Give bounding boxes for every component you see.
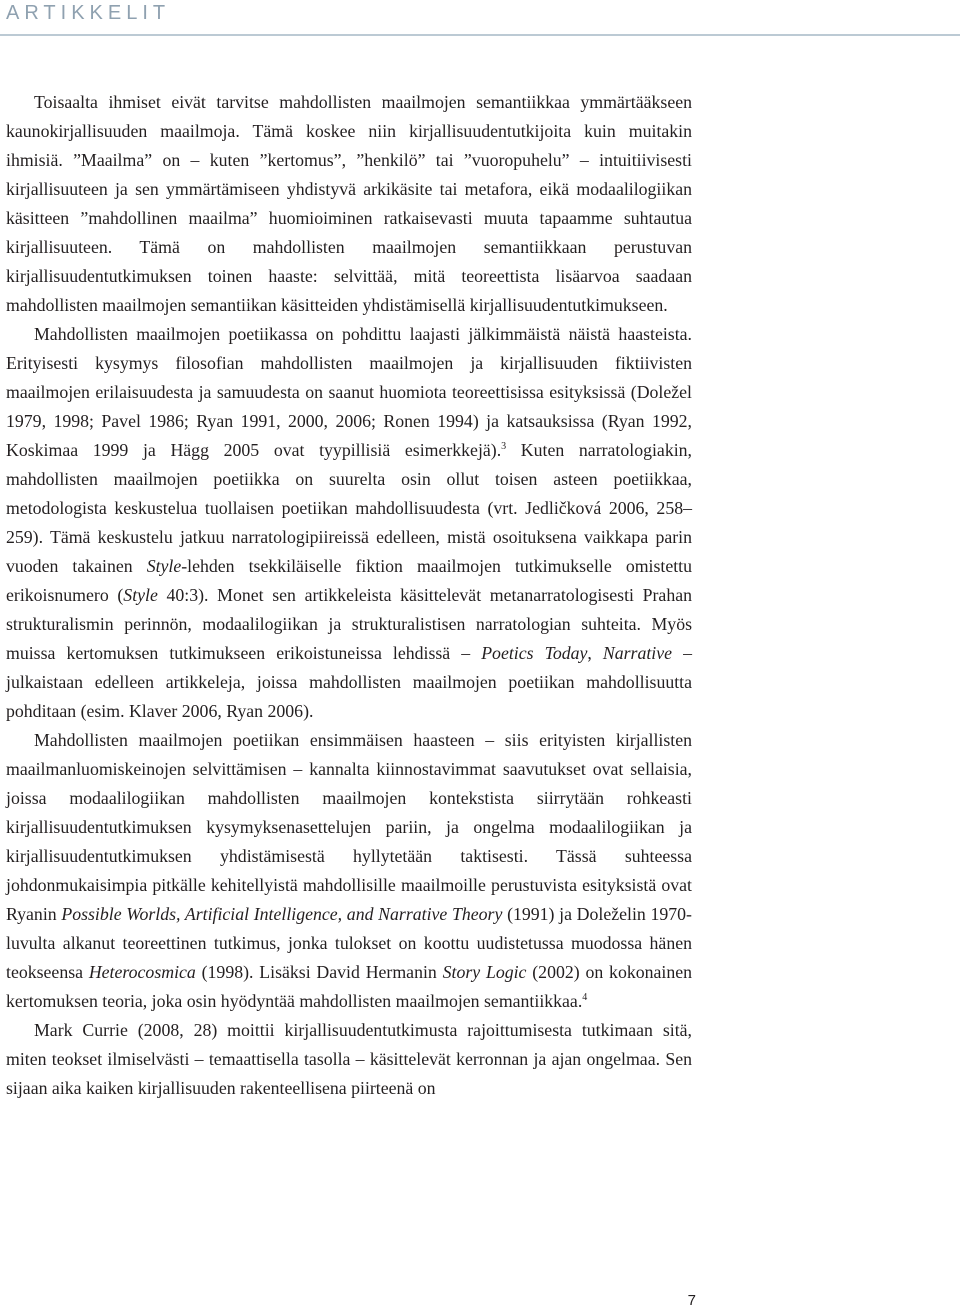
italic-title: Narrative xyxy=(602,643,673,663)
italic-title: Style xyxy=(123,585,158,605)
italic-title: Possible Worlds, Artificial Intelligence, and Narrative Theory xyxy=(61,904,503,924)
text-run: (2002) on kokonainen kertomuksen teoria, joka osin hyödyntää mahdollisten maailmojen semantiikkaa. xyxy=(6,962,693,1011)
paragraph-2 xyxy=(6,320,692,726)
italic-title: Heterocosmica xyxy=(88,962,196,982)
section-label: ARTIKKELIT xyxy=(6,2,171,24)
text-run: Toisaalta ihmiset eivät tarvitse mahdollisten maailmojen semantiikkaa ymmärtääkseen kaunokirjallisuuden maailmoja. Tämä koskee niin kirjallisuudentutkijoita kuin muitakin ihmisiä. ”Maailma” on – kuten ”kertomus”, ”henkilö” tai ”vuoropuhelu” – intuitiivisesti kirjallisuuteen ja sen ymmärtämiseen yhdistyvä arkikäsite tai metafora, eikä modaalilogiikan käsitteen ”mahdollinen maailma” huomioiminen ratkaisevasti muuta tapaamme suhtautua kirjallisuuteen. Tämä on mahdollisten maailmojen semantiikkaan perustuvan kirjallisuudentutkimuksen toinen haaste: selvittää, mitä teoreettista lisäarvoa saadaan mahdollisten maailmojen semantiikan käsitteiden yhdistämisellä kirjallisuudentutkimukseen. xyxy=(6,92,692,315)
text-run: Mahdollisten maailmojen poetiikan ensimmäisen haasteen – siis erityisten kirjallisten maailmanluomiskeinojen selvittämisen – kannalta kiinnostavimmat saavutukset ovat sellaisia, joissa modaalilogiikan mahdollisten maailmojen kontekstista siirrytään rohkeasti kirjallisuudentutkimuksen kysymyksenasettelujen pariin, ja ongelma modaalilogiikan ja kirjallisuudentutkimuksen yhdistämisestä hyllytetään taktisesti. Tässä suhteessa johdonmukaisimpia pitkälle kehitellyistä mahdollisille maailmoille perustuvista esityksistä ovat Ryanin xyxy=(6,730,692,924)
page-number: 7 xyxy=(687,1292,696,1309)
footnote-ref: 4 xyxy=(582,992,588,1003)
text-run: (1991) ja Doleželin 1970-luvulta alkanut teoreettinen tutkimus, jonka tulokset on koottu uudistetussa muodossa hänen teokseensa xyxy=(6,904,692,982)
text-run: (1998). Lisäksi David Hermanin xyxy=(195,962,443,982)
italic-title: Poetics Today xyxy=(481,643,588,663)
text-run: Mark Currie (2008, 28) moittii kirjallisuudentutkimusta rajoittumisesta tutkimaan sitä, miten teokset ilmiselvästi – temaattisella tasolla – käsittelevät kerronnan ja ajan ongelmaa. Sen sijaan aika kaiken kirjallisuuden rakenteellisena piirteenä on xyxy=(6,1020,692,1098)
header-rule xyxy=(0,34,960,36)
text-run: – julkaistaan edelleen artikkeleja, joissa mahdollisten maailmojen poetiikan mahdollisuutta pohditaan (esim. Klaver 2006, Ryan 2006). xyxy=(6,643,692,721)
paragraph-1 xyxy=(6,88,692,320)
footnote-ref: 3 xyxy=(501,441,507,452)
paragraph-4 xyxy=(6,1016,692,1103)
text-run: Mahdollisten maailmojen poetiikassa on pohdittu laajasti jälkimmäistä näistä haasteista. Erityisesti kysymys filosofian mahdollisten maailmojen ja kirjallisuuden fiktiivisten maailmojen erilaisuudesta ja samuudesta on saanut huomiota teoreettisissa esityksissä (Doležel 1979, 1998; Pavel 1986; Ryan 1991, 2000, 2006; Ronen 1994) ja katsauksissa (Ryan 1992, Koskimaa 1999 ja Hägg 2005 ovat tyypillisiä esimerkkejä). xyxy=(6,324,692,460)
italic-title: Story Logic xyxy=(442,962,527,982)
text-run: Kuten narratologiakin, mahdollisten maailmojen poetiikka on suurelta osin ollut toisen asteen poetiikkaa, metodologista keskustelua tuollaisen poetiikan mahdollisuudesta (vrt. Jedličková 2006, 258–259). Tämä keskustelu jatkuu narratologipiireissä edelleen, mistä osoituksena vaikkapa parin vuoden takainen xyxy=(6,440,692,576)
paragraph-3 xyxy=(6,726,692,1016)
text-run: 40:3). Monet sen artikkeleista käsittelevät metanarratologisesti Prahan strukturalismin perinnön, modaalilogiikan ja strukturalistisen narratologian suhteita. Myös muissa kertomuksen tutkimukseen erikoistuneissa lehdissä – xyxy=(6,585,693,663)
italic-title: Style xyxy=(146,556,182,576)
article-body xyxy=(6,88,692,1103)
text-run: -lehden tsekkiläiselle fiktion maailmojen tutkimukselle omistettu erikoisnumero ( xyxy=(6,556,692,605)
text-run: , xyxy=(587,643,603,663)
